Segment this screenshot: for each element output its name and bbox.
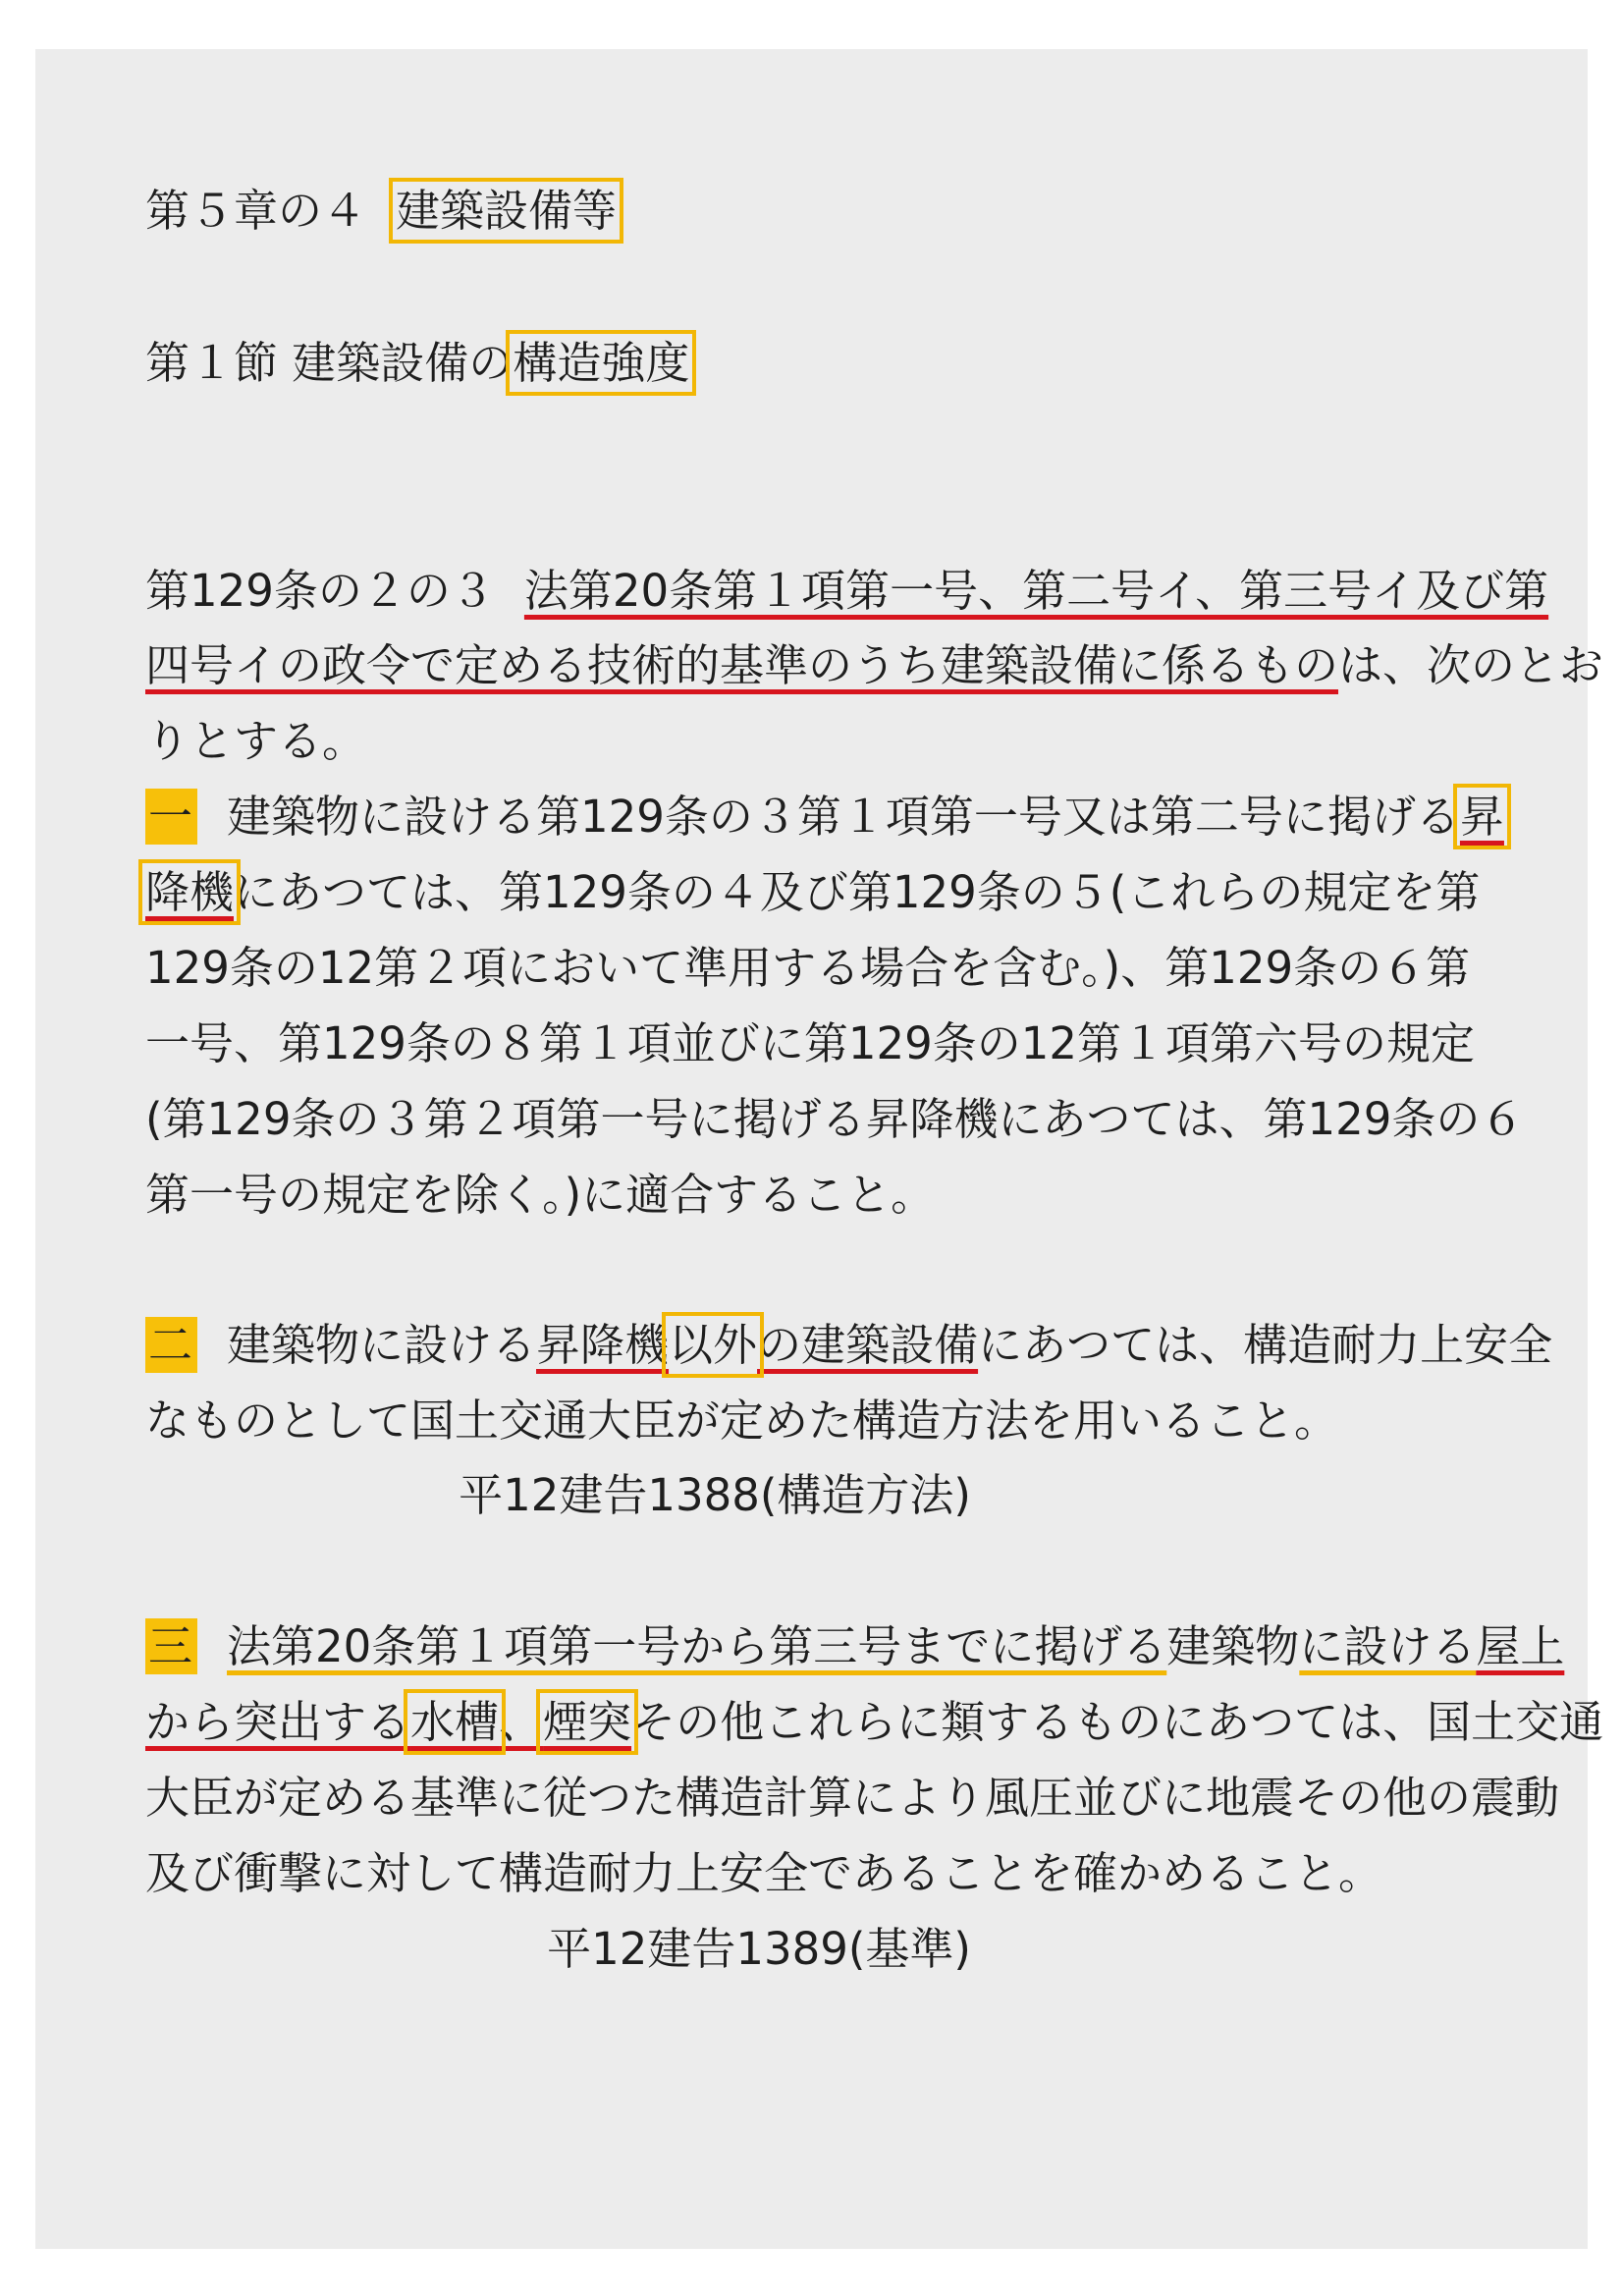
item-3-line-2 [145, 1693, 1603, 1752]
item-3-number: 三 [145, 1618, 197, 1674]
section-prefix: 第１節 建築設備の [145, 337, 514, 389]
item-1-line-4: 一号、第129条の８第１項並びに第129条の12第１項第六号の規定 [145, 1017, 1476, 1069]
chapter-heading [145, 182, 617, 241]
section-heading [145, 334, 689, 393]
article-text: は、次のとお [1338, 639, 1604, 691]
building-equipment-term: の建築設備 [757, 1319, 979, 1371]
item-2-text-e: にあつては、構造耐力上安全 [978, 1319, 1553, 1371]
rooftop-term: 屋上 [1476, 1620, 1565, 1672]
item-1-text: 建築物に設ける第129条の３第１項第一号又は第二号に掲げる [227, 791, 1460, 843]
article-line-2 [145, 636, 1603, 695]
item-2-line-1 [145, 1316, 1552, 1375]
section-title-highlight: 構造強度 [513, 337, 690, 389]
item-3-line-3: 大臣が定める基準に従つた構造計算により風圧並びに地震その他の震動 [145, 1772, 1560, 1824]
chimney-highlight: 煙突 [543, 1696, 632, 1748]
item-3-comma: 、 [499, 1696, 544, 1748]
item-3-text: その他これらに類するものにあつては、国土交通 [631, 1696, 1604, 1748]
article-number: 第129条の２の３ [145, 565, 495, 617]
item-1-line-6: 第一号の規定を除く。)に適合すること。 [145, 1169, 936, 1221]
item-2-line-2: なものとして国土交通大臣が定めた構造方法を用いること。 [145, 1394, 1339, 1447]
article-line-3: りとする。 [145, 715, 367, 767]
item-2-number: 二 [145, 1317, 197, 1373]
item-1-line-1 [145, 788, 1504, 847]
item-2-text-a: 建築物に設ける [227, 1319, 537, 1371]
chapter-prefix: 第５章の４ [145, 185, 367, 237]
document-page [35, 49, 1604, 2249]
item-3-line-4: 及び衝撃に対して構造耐力上安全であることを確かめること。 [145, 1847, 1383, 1899]
item-1-number: 一 [145, 789, 197, 845]
article-line-1 [145, 562, 1548, 621]
item-1-text-2: にあつては、第129条の４及び第129条の５(これらの規定を第 [234, 866, 1481, 918]
elevator-term-highlight-2: 降機 [145, 866, 235, 918]
article-underlined-text-1: 法第20条第１項第一号、第二号イ、第三号イ及び第 [523, 565, 1549, 617]
buildings-term: 建築物 [1166, 1620, 1300, 1672]
item-3-underlined-text: 法第20条第１項第一号から第三号までに掲げる [227, 1620, 1167, 1672]
article-underlined-text-2: 四号イの政令で定める技術的基準のうち建築設備に係るもの [145, 639, 1339, 691]
item-1-line-3: 129条の12第２項において準用する場合を含む。)、第129条の６第 [145, 942, 1471, 994]
chapter-title-highlight: 建築設備等 [396, 185, 618, 237]
item-2-reference: 平12建告1388(構造方法) [459, 1469, 971, 1521]
item-3-reference: 平12建告1389(基準) [547, 1923, 971, 1975]
elevator-term-highlight-1: 昇 [1459, 791, 1504, 843]
protruding-term: から突出する [145, 1696, 411, 1748]
other-than-highlight: 以外 [669, 1319, 758, 1371]
elevator-term: 昇降機 [536, 1319, 670, 1371]
water-tank-highlight: 水槽 [410, 1696, 500, 1748]
item-1-line-2 [145, 863, 1480, 922]
item-3-line-1 [145, 1617, 1564, 1676]
item-3-underlined-text-2: に設ける [1299, 1620, 1477, 1672]
item-1-line-5: (第129条の３第２項第一号に掲げる昇降機にあつては、第129条の６ [145, 1093, 1525, 1145]
